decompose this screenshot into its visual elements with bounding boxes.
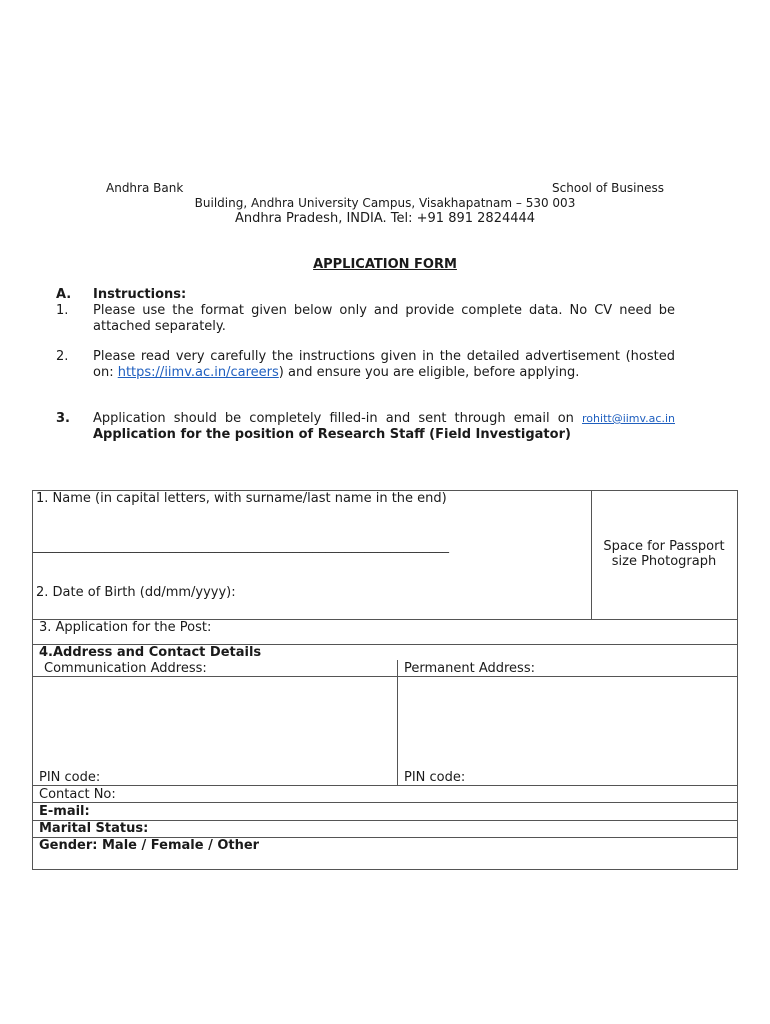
contact-number-label: Contact No: [39,787,116,802]
instruction-item-1: Please use the format given below only and provide complete data. No CV need be attached separately. [93,303,675,334]
communication-address-label: Communication Address: [44,661,207,676]
careers-link[interactable]: https://iimv.ac.in/careers [117,365,279,380]
item3-text-after: Application for the position of Research Staff (Field Investigator) [93,427,571,442]
dob-field-label: 2. Date of Birth (dd/mm/yyyy): [36,585,236,600]
address-heading: 4.Address and Contact Details [39,645,262,660]
address-line: Building, Andhra University Campus, Visakhapatnam – 530 003 [194,196,576,210]
section-letter: A. [56,287,72,302]
instructions-heading: Instructions: [93,287,187,302]
post-field-label: 3. Application for the Post: [39,620,212,635]
permanent-address-label: Permanent Address: [404,661,535,676]
item3-text-before: Application should be completely filled-in and sent through email on [93,411,583,426]
table-divider [591,490,592,619]
item2-text-before: Please read very carefully the instructions given in the detailed advertisement (hosted on: [93,349,675,380]
email-link[interactable]: rohitt@iimv.ac.in [582,412,675,425]
pin-code-right: PIN code: [404,770,466,785]
item-number: 1. [56,303,69,318]
table-border [737,490,738,870]
org-left-name: Andhra Bank [106,181,184,195]
name-field-label: 1. Name (in capital letters, with surname/last name in the end) [36,491,447,506]
table-divider [32,676,738,677]
form-title: APPLICATION FORM [313,257,457,272]
item-number: 3. [56,411,70,426]
marital-status-label: Marital Status: [39,821,149,836]
org-right-name: School of Business [552,181,664,195]
item-number: 2. [56,349,69,364]
pin-code-left: PIN code: [39,770,101,785]
email-field-label: E-mail: [39,804,90,819]
name-underline[interactable]: ________________________________________________________________ [33,539,449,554]
item2-text-after: ) and ensure you are eligible, before applying. [278,365,580,380]
instruction-item-2 [93,349,675,381]
table-divider [32,802,738,803]
table-divider [32,785,738,786]
state-line: Andhra Pradesh, INDIA. Tel: +91 891 2824444 [234,211,536,226]
passport-photo-box: Space for Passport size Photograph [603,539,725,569]
instruction-item-3 [93,411,675,443]
gender-label: Gender: Male / Female / Other [39,838,260,853]
table-divider [397,660,398,786]
table-border [32,869,738,870]
